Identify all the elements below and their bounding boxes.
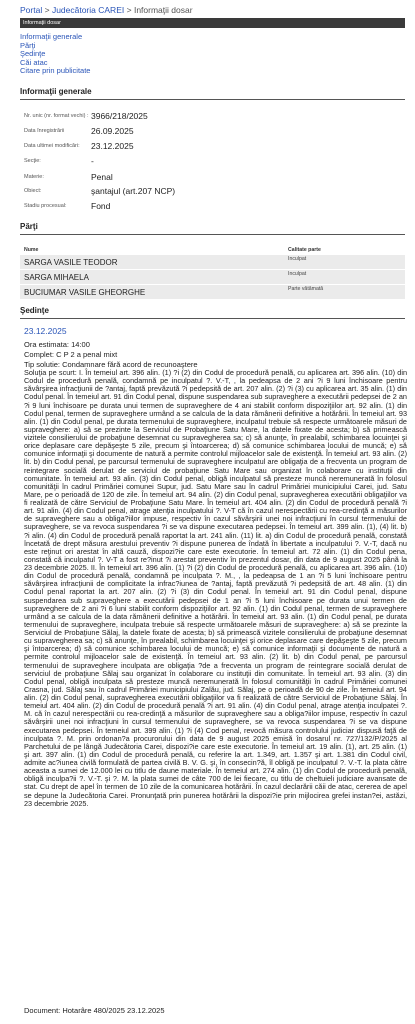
party-role: Inculpat xyxy=(288,256,307,262)
breadcrumb-portal[interactable]: Portal xyxy=(20,5,43,15)
party-role: Inculpat xyxy=(288,271,307,277)
hearings-heading: Şedinţe xyxy=(20,306,49,315)
field-value-object: şantajul (art.207 NCP) xyxy=(91,186,176,196)
hearing-solution-summary: Soluţia pe scurt: I. În temeiul art. 396 alin. (1) ?i (2) din Codul de procedură penală, cu aplicarea art. 396 alin. (10) din Codul de procedură penală, condamnă pe inculpatul ?. V.-T, , la pedeapsa de 2 ani ?i 9 luni închisoare pentru săvârşirea infracţiunii de ?antaj, faptă prevăzută ?i pedepsită de art. 207 alin. (2) ?i (3) cu aplicarea art. 35 alin. (1) din Codul penal. În temeiul art. 91 din Codul penal, dispune suspendarea sub supraveghere a executării pedepsei de 2 an ?i 9 luni închisoare pe durata unui termen de supraveghere de 4 ani stabilit conform dispoziţiilor art. 92 alin. (1) din Codul penal, termen de supraveghere urmând a se calcula de la data rămânerii definitive a hotărârii. În temeiul art. 93 alin. (1) din Codul penal, pe durata termenului de supraveghere, inculpatul trebuie să respecte următoarele măsuri de supraveghere: a) să se prezinte la Serviciul de Probaţiune Satu Mare, la datele fixate de acesta; b) să primească vizitele consilierului de probaţiune desemnat cu supravegherea sa; c) să anunţe, în prealabil, schimbarea locuinţei şi orice deplasare care depăşeşte 5 zile, precum şi întoarcerea; d) să comunice schimbarea locului de muncă; e) să comunice informaţii şi documente de natură a permite controlul mijloacelor sale de existenţă. În temeiul art. 93 alin. (2) lit. b) din Codul penal, pe parcursul termenului de supraveghere inculpatul are obligaţia de a frecventa un program de reintegrare socială derulat de serviciul de probaţiune Satu Mare sau organizat în colaborare cu instituţii din comunitate. În temeiul art. 93 alin. (3) din Codul penal, obligă inculpatul să presteze muncă neremunerată în folosul comunităţii în cadrul Primăriei comunei Supur, jud. Satu Mare sau în cadrul Primăriei municipiului Carei, jud. Satu Mare, pe o perioadă de 120 de zile. În temeiul art. 94 alin. (2) din Codul penal, supravegherea executării obligaţiilor va fi realizată de către Serviciul de Probaţiune Satu Mare. În temeiul art. 404 alin. (2) din Codul de procedură penală ?i art. 91 alin. (4) din Codul penal, atrage atenţia inculpatului ?. V-T că în cazul nerespectării cu rea-credinţă a măsurilor de supraveghere sau a obliga?iilor impuse, respectiv în cazul săvârşirii unei noi infracţiuni în cursul termenului de supraveghere, se va revoca suspendarea ?i se va dispune executarea pedepsei. În temeiul art. 399 alin. (1), (4) lit. b) ?i alin. (4) din Codul de procedură penală raportat la art. 241 alin. (11) lit. a) din Codul de procedură penală, constată încetată de drept măsura arestului preventiv ?i dispune punerea de îndată în libertate a inculpatului ?. V.-T, dacă nu este reţinut ori arestat în altă cauză, dispozi?ie care este executorie. În temeiul art. 72 alin. (1) din Codul pena, constată că inculpatul ?. V-T a fost re?inut ?i arestat preventiv în prezentul dosar, din data de 9 august 2025 până la 23 decembrie 2025. II. În temeiul art. 396 alin. (1) ?i (2) din Codul de procedură penală, cu aplicarea art. 396 alin. (10) din Codul de procedură penală, condamnă pe inculpata ?. M., , la pedeapsa de 1 an ?i 5 luni închisoare pentru săvârşirea infracţiunii de complicitate la infrac?iunea de ?antaj, faptă prevăzută ?i pedepsită de art. 48 alin. (1) din Codul penal raportat la art. 207 alin. (2) ?i (3) din Codul penal. În temeiul art. 91 din Codul penal, dispune suspendarea sub supraveghere a executării pedepsei de 1 an ?i 5 luni închisoare pe durata unui termen de supraveghere de 2 ani ?i 6 luni stabilit conform dispoziţiilor art. 92 alin. (1) din Codul penal, termen de supraveghere urmând a se calcula de la data rămânerii definitive a hotărârii. În temeiul art. 93 alin. (1) din Codul penal, pe durata termenului de supraveghere, inculpata trebuie să respecte următoarele măsuri de supraveghere: a) să se prezinte la Serviciul de Probaţiune Sălaj, la datele fixate de acesta; b) să primească vizitele consilierului de probaţiune desemnat cu supravegherea sa; c) să anunţe, în prealabil, schimbarea locuinţei şi orice deplasare care depăşeşte 5 zile, precum şi întoarcerea; d) să comunice schimbarea locului de muncă; e) să comunice informaţii şi documente de natură a permite controlul mijloacelor sale de existenţă. În temeiul art. 93 alin. (2) lit. b) din Codul penal, pe parcursul termenului de supraveghere inculpata are obligaţia ?de a frecventa un program de reintegrare socială derulat de serviciul de probaţiune Sălaj sau organizat în colaborare cu instituţii din comunitate. În temeiul art. 93 alin. (3) din Codul penal, obligă inculpata să presteze muncă neremunerată în folosul comunităţii în cadrul Primăriei comunei Crasna, jud. Sălaj sau în cadrul Primăriei municipiului Zalău, jud. Sălaj, pe o perioadă de 90 de zile. În temeiul art. 94 alin. (2) din Codul penal, supravegherea executării obligaţiilor va fi realizată de către Serviciul de Probaţiune Sălaj. În temeiul art. 404 alin. (2) din Codul de procedură penală ?i art. 91 alin. (4) din Codul penal, atrage atenţia inculpatei ?. M. că în cazul nerespectării cu rea-credinţă a măsurilor de supraveghere sau a obliga?iilor impuse, respectiv în cazul săvârşirii unei noi infracţiuni în cursul termenului de supraveghere, se va revoca suspendarea ?i se va dispune executarea pedepsei. În temeiul art. 399 alin. (1) ?i (4) Cod penal, revocă măsura controlului judiciar dispusă faţă de inculpata ?. M. prin ordonan?a procurorului din data de 9 august 2025 emisă în dosarul nr. 727/132/P/2025 al Parchetului de pe lângă Judecătoria Carei, dispozi?ie care este executorie. În temeiul art. 19 alin. (1), art. 25 alin. (1) şi art. 397 alin. (1) din Codul de procedură penală, cu referire la art. 1.349, art. 1.357 şi art. 1.381 din Codul civil, admite ac?iunea civilă formulată de partea civilă B. V. G. şi, în consecin?ă, îl obligă pe inculpatul ?. V.-T. la plata către aceasta a sumei de 12.000 lei cu titlu de daune materiale. În temeiul art. 274 alin. (1) din Codul de procedură penală, obligă inculpa?ii ?. V.-T. şi ?. M. la plata sumei de câte 700 de lei fiecare, cu titlu de cheltuieli judiciare avansate de stat. Cu drept de apel în termen de 10 zile de la comunicarea hotărârii. În cazul declarării căii de atac, cererea de apel se depune la Judecătoria Carei. Pronunţată prin punerea hotărârii la dispozi?ie prin mijlocirea grefei instan?ei, astăzi, 23 decembrie 2025. xyxy=(24,368,407,808)
parties-column-role: Calitate parte xyxy=(288,247,321,253)
party-name: SARGA VASILE TEODOR xyxy=(24,258,118,267)
general-info-heading: Informaţii generale xyxy=(20,87,92,96)
nav-link-general-info[interactable]: Informaţii generale xyxy=(20,32,83,41)
breadcrumb-separator: > xyxy=(44,5,50,15)
field-value-case-number: 3966/218/2025 xyxy=(91,111,148,121)
field-label-matter: Materie: xyxy=(24,174,44,180)
breadcrumb-current: Informaţii dosar xyxy=(133,5,193,15)
breadcrumb-separator: > xyxy=(126,5,132,15)
hearing-panel: Complet: C P 2 a penal mixt xyxy=(24,350,118,359)
party-name: BUCIUMAR VASILE GHEORGHE xyxy=(24,288,146,297)
section-nav xyxy=(20,33,90,76)
party-row xyxy=(20,255,405,269)
party-row xyxy=(20,285,405,299)
hearing-solution-type: Tip solutie: Condamnare fără acord de recunoaştere xyxy=(24,360,198,369)
field-label-case-number: Nr. unic (nr. format vechi) : xyxy=(24,113,89,119)
field-label-object: Obiect: xyxy=(24,188,42,194)
section-title-bar: Informaţii dosar xyxy=(20,18,405,28)
field-value-procedural-stage: Fond xyxy=(91,201,111,211)
field-label-registration-date: Data înregistrării xyxy=(24,128,65,134)
field-value-matter: Penal xyxy=(91,172,113,182)
field-value-section: - xyxy=(91,156,94,166)
nav-link-parties[interactable]: Părţi xyxy=(20,40,36,50)
nav-link-public-summons[interactable]: Citare prin publicitate xyxy=(20,66,91,76)
party-row xyxy=(20,270,405,284)
nav-link-hearings[interactable]: Şedinţe xyxy=(20,49,46,59)
divider xyxy=(20,234,405,235)
breadcrumb xyxy=(20,5,193,15)
divider xyxy=(20,99,405,100)
parties-heading: Părţi xyxy=(20,222,38,231)
field-label-section: Secţie: xyxy=(24,158,41,164)
party-name: SARGA MIHAELA xyxy=(24,273,89,282)
nav-link-appeals[interactable]: Căi atac xyxy=(20,57,48,67)
parties-column-name: Nume xyxy=(24,247,39,253)
party-role: Parte vătămată xyxy=(288,286,324,292)
breadcrumb-court[interactable]: Judecătoria CAREI xyxy=(51,5,125,15)
field-label-procedural-stage: Stadiu procesual: xyxy=(24,203,67,209)
hearing-document: Document: Hotarâre 480/2025 23.12.2025 xyxy=(24,1006,165,1015)
hearing-time: Ora estimata: 14:00 xyxy=(24,340,90,349)
hearing-date: 23.12.2025 xyxy=(24,326,67,336)
field-value-registration-date: 26.09.2025 xyxy=(91,126,134,136)
divider xyxy=(20,318,405,319)
field-value-last-modified: 23.12.2025 xyxy=(91,141,134,151)
field-label-last-modified: Data ultimei modificări: xyxy=(24,143,80,149)
